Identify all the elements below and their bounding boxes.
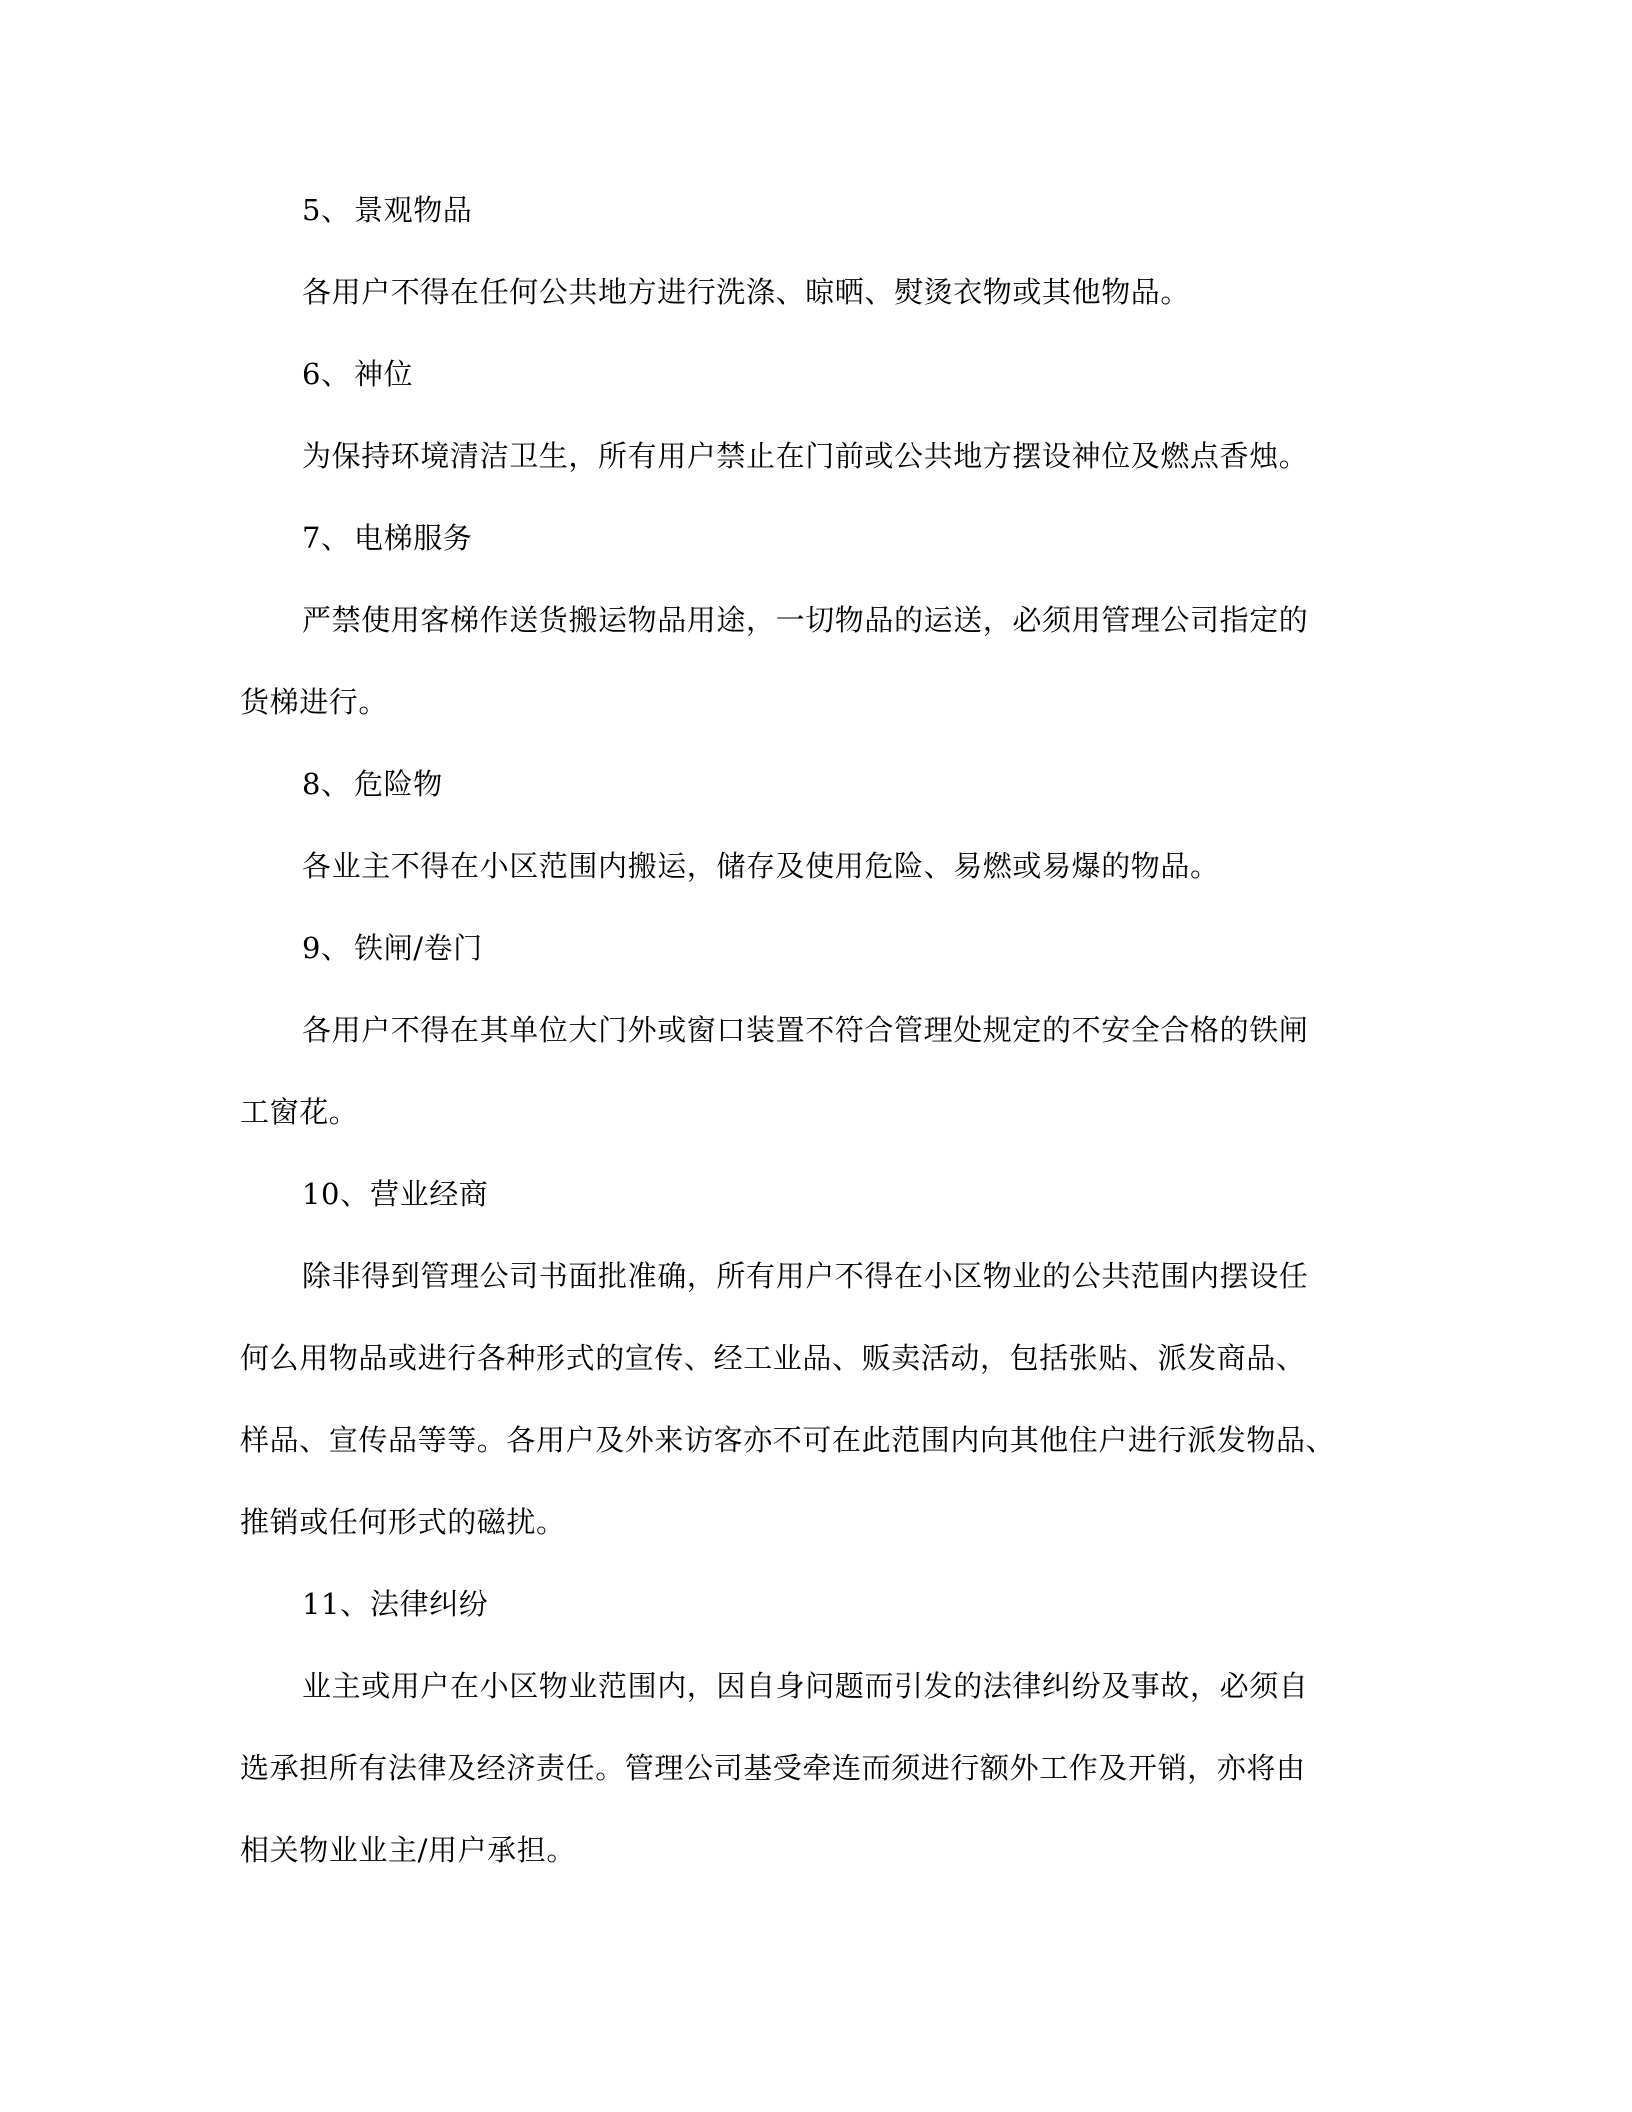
section-heading — [302, 764, 443, 804]
paragraph-line: 样品、宣传品等等。各用户及外来访客亦不可在此范围内向其他住户进行派发物品、 — [240, 1423, 1336, 1457]
paragraph-line: 各用户不得在任何公共地方进行洗涤、晾晒、熨烫衣物或其他物品。 — [302, 275, 1191, 309]
section-number: 9、 — [302, 931, 351, 965]
paragraph-line: 货梯进行。 — [240, 685, 389, 719]
paragraph-line: 严禁使用客梯作送货搬运物品用途，一切物品的运送，必须用管理公司指定的 — [302, 603, 1309, 637]
section-number: 5、 — [302, 193, 351, 227]
paragraph-line: 为保持环境清洁卫生，所有用户禁止在门前或公共地方摆设神位及燃点香烛。 — [302, 439, 1309, 473]
section-heading — [302, 190, 472, 230]
section-title: 神位 — [354, 357, 414, 391]
section-heading — [302, 354, 413, 394]
section-title: 法律纠纷 — [370, 1587, 489, 1621]
section-number: 8、 — [302, 767, 351, 801]
section-heading — [302, 1584, 488, 1624]
section-title: 景观物品 — [354, 193, 473, 227]
section-number: 7、 — [302, 521, 351, 555]
paragraph-line: 各用户不得在其单位大门外或窗口装置不符合管理处规定的不安全合格的铁闸 — [302, 1013, 1309, 1047]
section-number: 10、 — [302, 1177, 370, 1211]
section-heading — [302, 928, 483, 968]
paragraph-line: 各业主不得在小区范围内搬运，储存及使用危险、易燃或易爆的物品。 — [302, 849, 1220, 883]
section-title: 铁闸/卷门 — [354, 931, 483, 965]
paragraph-line: 相关物业业主/用户承担。 — [240, 1833, 576, 1867]
paragraph-line: 何么用物品或进行各种形式的宣传、经工业品、贩卖活动，包括张贴、派发商品、 — [240, 1341, 1306, 1375]
paragraph-line: 业主或用户在小区物业范围内，因自身问题而引发的法律纠纷及事故，必须自 — [302, 1669, 1309, 1703]
section-number: 11、 — [302, 1587, 370, 1621]
paragraph-line: 工窗花。 — [240, 1095, 359, 1129]
paragraph-line: 推销或任何形式的磁扰。 — [240, 1505, 566, 1539]
section-title: 电梯服务 — [354, 521, 473, 555]
section-number: 6、 — [302, 357, 351, 391]
section-heading — [302, 518, 472, 558]
section-heading — [302, 1174, 488, 1214]
paragraph-line: 除非得到管理公司书面批准确，所有用户不得在小区物业的公共范围内摆设任 — [302, 1259, 1309, 1293]
section-title: 危险物 — [354, 767, 443, 801]
paragraph-line: 选承担所有法律及经济责任。管理公司基受牵连而须进行额外工作及开销，亦将由 — [240, 1751, 1306, 1785]
section-title: 营业经商 — [370, 1177, 489, 1211]
